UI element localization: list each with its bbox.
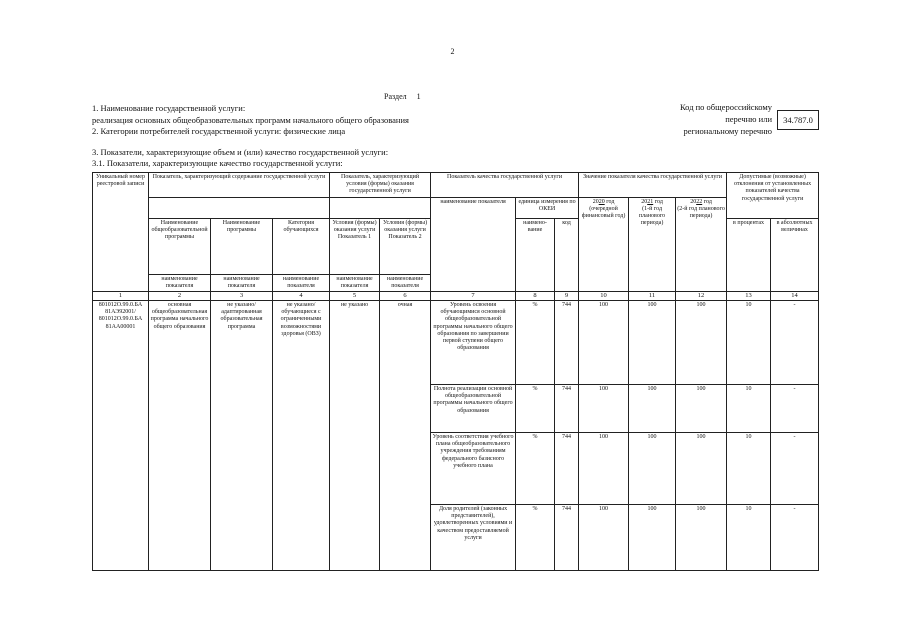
section-title bbox=[384, 92, 421, 101]
indicator-value-2: 100 bbox=[629, 301, 676, 385]
indicator-label-5: наименование показателя bbox=[380, 274, 431, 291]
indicator-value-3: 100 bbox=[676, 505, 727, 571]
indicator-value-2: 100 bbox=[629, 505, 676, 571]
col-num-13: 13 bbox=[727, 292, 771, 301]
year-2-suffix: 21 bbox=[647, 198, 654, 205]
page-number: 2 bbox=[450, 47, 455, 56]
year-2-prefix: 20 bbox=[641, 198, 648, 205]
record-id: 801012О.99.0.БА 81АЭ92001/ 801012О.99.0.БА 81АА00001 bbox=[93, 301, 149, 571]
col-num-10: 10 bbox=[579, 292, 629, 301]
year-1-prefix: 20 bbox=[592, 198, 599, 205]
indicator-dev-percent: 10 bbox=[727, 505, 771, 571]
year-3-prefix: 20 bbox=[690, 198, 697, 205]
header-program-name: Наименование общеобразовательной программы bbox=[149, 218, 211, 274]
indicator-value-3: 100 bbox=[676, 385, 727, 433]
header-year-1 bbox=[579, 197, 629, 291]
header-dev-abs: в абсолютных величинах bbox=[771, 218, 819, 291]
indicator-unit: % bbox=[516, 433, 555, 505]
record-condition-2: очная bbox=[380, 301, 431, 571]
consumer-category: 2. Категории потребителей государственной услуги: физические лица bbox=[92, 126, 346, 136]
indicator-label-2: наименование показателя bbox=[211, 274, 273, 291]
header-value-group: Значение показателя качества государственной услуги bbox=[579, 173, 727, 198]
col-num-8: 8 bbox=[516, 292, 555, 301]
indicator-dev-percent: 10 bbox=[727, 433, 771, 505]
indicator-dev-abs: - bbox=[771, 433, 819, 505]
indicator-dev-abs: - bbox=[771, 505, 819, 571]
header-conditions-group: Показатель, характеризующий условия (формы) оказания государственной услуги bbox=[330, 173, 431, 198]
indicator-value-1: 100 bbox=[579, 433, 629, 505]
col-num-7: 7 bbox=[431, 292, 516, 301]
record-program: основная общеобразовательная программа начального общего образования bbox=[149, 301, 211, 571]
header-unit-name: наимено-вание bbox=[516, 218, 555, 291]
code-label-3: региональному перечню bbox=[683, 126, 772, 136]
header-content-group: Показатель, характеризующий содержание государственной услуги bbox=[149, 173, 330, 198]
indicator-dev-percent: 10 bbox=[727, 385, 771, 433]
registry-code-box: 34.787.0 bbox=[777, 110, 819, 130]
indicator-value-2: 100 bbox=[629, 385, 676, 433]
indicator-code: 744 bbox=[555, 505, 579, 571]
indicator-name: Уровень освоения обучающимися основной общеобразовательной программы начального общего образования по завершении первой ступени общего образования bbox=[431, 301, 516, 385]
col-num-4: 4 bbox=[273, 292, 330, 301]
indicators-heading: 3. Показатели, характеризующие объем и (или) качество государственной услуги: bbox=[92, 147, 389, 157]
header-indicator-name: наименование показателя bbox=[431, 197, 516, 291]
indicator-value-1: 100 bbox=[579, 505, 629, 571]
table-row bbox=[93, 301, 819, 385]
col-num-12: 12 bbox=[676, 292, 727, 301]
year-3-desc: (2-й год планового периода) bbox=[677, 205, 725, 220]
service-name-label: 1. Наименование государственной услуги: bbox=[92, 103, 246, 113]
header-quality-group: Показатель качества государственной услуги bbox=[431, 173, 579, 198]
record-category: не указано/ обучающиеся с ограниченными возможностями здоровья (ОВЗ) bbox=[273, 301, 330, 571]
header-year-2 bbox=[629, 197, 676, 291]
indicator-value-1: 100 bbox=[579, 385, 629, 433]
service-name-value: реализация основных общеобразовательных программ начального общего образования bbox=[92, 115, 409, 125]
header-deviation-group: Допустимые (возможные) отклонения от установленных показателей качества государственной услуги bbox=[727, 173, 819, 219]
col-num-14: 14 bbox=[771, 292, 819, 301]
header-unit-code: код bbox=[555, 218, 579, 291]
blank-conditions-header bbox=[330, 197, 431, 218]
indicator-dev-abs: - bbox=[771, 301, 819, 385]
indicator-name: Доля родителей (законных представителей), удовлетворенных условиями и качеством предоставляемой услуги bbox=[431, 505, 516, 571]
record-condition-1: не указано bbox=[330, 301, 380, 571]
header-condition-2: Условия (формы) оказания услуги Показатель 2 bbox=[380, 218, 431, 274]
blank-content-header bbox=[149, 197, 330, 218]
year-2-word: год bbox=[654, 198, 663, 205]
year-3-word: год bbox=[703, 198, 712, 205]
indicator-code: 744 bbox=[555, 301, 579, 385]
col-num-1: 1 bbox=[93, 292, 149, 301]
indicator-name: Полнота реализации основной общеобразовательной программы начального общего образования bbox=[431, 385, 516, 433]
indicator-label-4: наименование показателя bbox=[330, 274, 380, 291]
col-num-3: 3 bbox=[211, 292, 273, 301]
section-number: 1 bbox=[416, 92, 421, 101]
section-label: Раздел bbox=[384, 92, 407, 101]
indicator-dev-percent: 10 bbox=[727, 301, 771, 385]
quality-table bbox=[92, 172, 819, 571]
indicator-value-2: 100 bbox=[629, 433, 676, 505]
year-3-suffix: 22 bbox=[696, 198, 703, 205]
col-num-5: 5 bbox=[330, 292, 380, 301]
record-program-type: не указано/ адаптированная образовательная программа bbox=[211, 301, 273, 571]
indicator-name: Уровень соответствия учебного плана общеобразовательного учреждения требованиям федерального базисного учебного плана bbox=[431, 433, 516, 505]
code-label-2: перечню или bbox=[725, 114, 772, 124]
indicator-value-3: 100 bbox=[676, 301, 727, 385]
year-1-suffix: 20 bbox=[598, 198, 605, 205]
indicator-value-3: 100 bbox=[676, 433, 727, 505]
indicator-label-3: наименование показателя bbox=[273, 274, 330, 291]
indicator-code: 744 bbox=[555, 433, 579, 505]
indicator-label-1: наименование показателя bbox=[149, 274, 211, 291]
code-label-1: Код по общероссийскому bbox=[679, 102, 772, 112]
quality-heading: 3.1. Показатели, характеризующие качество государственной услуги: bbox=[92, 158, 343, 168]
col-num-6: 6 bbox=[380, 292, 431, 301]
indicator-unit: % bbox=[516, 385, 555, 433]
header-unit: единица измерения по ОКЕИ bbox=[516, 197, 579, 218]
indicator-dev-abs: - bbox=[771, 385, 819, 433]
header-unique-number: Уникальный номер реестровой записи bbox=[93, 173, 149, 292]
header-year-3 bbox=[676, 197, 727, 291]
indicator-code: 744 bbox=[555, 385, 579, 433]
header-student-category: Категория обучающихся bbox=[273, 218, 330, 274]
indicator-unit: % bbox=[516, 505, 555, 571]
col-num-9: 9 bbox=[555, 292, 579, 301]
year-2-desc: (1-й год планового периода) bbox=[638, 205, 666, 227]
col-num-11: 11 bbox=[629, 292, 676, 301]
header-dev-percent: в процентах bbox=[727, 218, 771, 291]
indicator-unit: % bbox=[516, 301, 555, 385]
header-program-type: Наименование программы bbox=[211, 218, 273, 274]
col-num-2: 2 bbox=[149, 292, 211, 301]
header-condition-1: Условия (формы) оказания услуги Показатель 1 bbox=[330, 218, 380, 274]
indicator-value-1: 100 bbox=[579, 301, 629, 385]
column-number-row bbox=[93, 292, 819, 301]
year-1-word: год bbox=[606, 198, 615, 205]
year-1-desc: (очередной финансовый год) bbox=[581, 205, 626, 220]
